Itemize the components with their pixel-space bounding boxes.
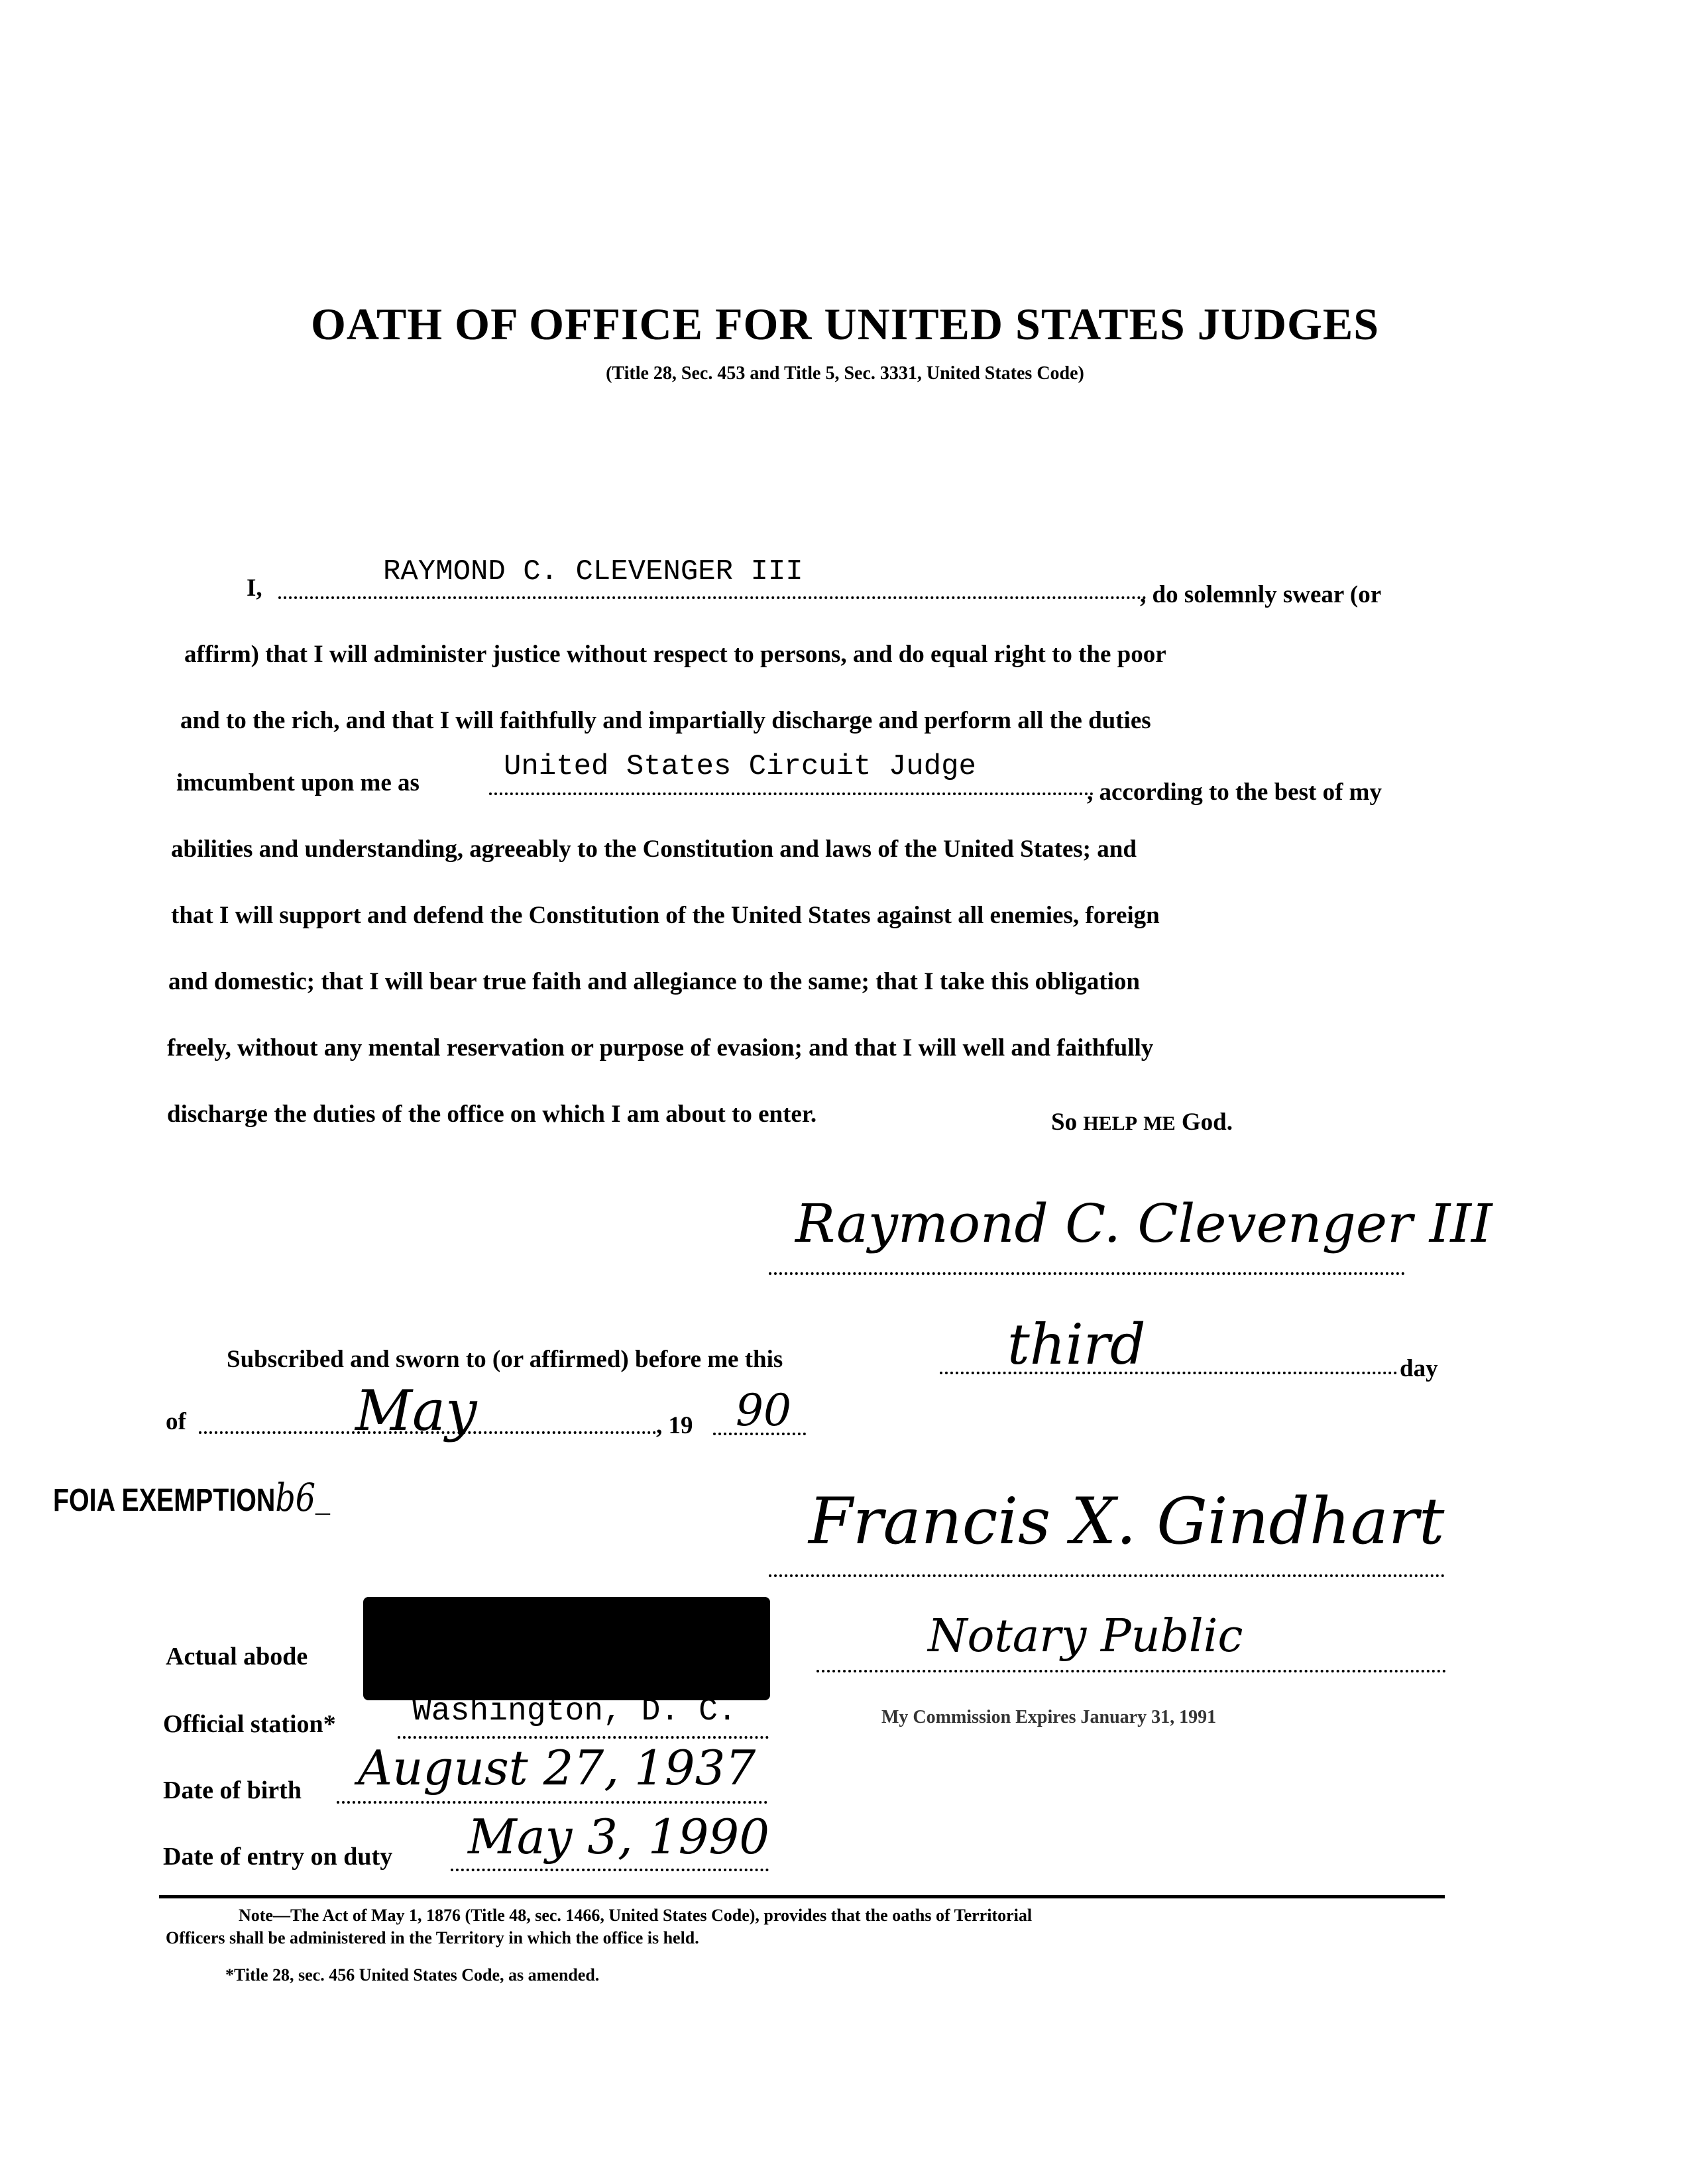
day-label: day	[1400, 1355, 1438, 1382]
footnote: *Title 28, sec. 456 United States Code, as amended.	[225, 1965, 600, 1985]
oath-office: United States Circuit Judge	[504, 750, 976, 783]
name-fill-line	[278, 596, 1147, 599]
foia-exemption-label: FOIA EXEMPTIONb6_	[53, 1475, 330, 1520]
oath-line-8: freely, without any mental reservation or purpose of evasion; and that I will well and faithfully	[167, 1034, 1154, 1062]
oath-line-7: and domestic; that I will bear true faith and allegiance to the same; that I take this obligation	[168, 968, 1140, 995]
oath-line-6: that I will support and defend the Constitution of the United States against all enemies, foreign	[171, 902, 1160, 929]
note-line-1: Note—The Act of May 1, 1876 (Title 48, sec. 1466, United States Code), provides that the oaths of Territorial	[239, 1906, 1033, 1925]
officer-signature-line	[769, 1574, 1445, 1577]
station-label-text: Official station	[163, 1710, 323, 1738]
birth-label: Date of birth	[163, 1776, 302, 1804]
oath-closing	[1051, 1108, 1233, 1136]
oath-name: RAYMOND C. CLEVENGER III	[383, 555, 803, 588]
entry-fill-line	[451, 1869, 769, 1871]
oath-line-4-start: imcumbent upon me as	[176, 769, 420, 796]
footer-rule	[159, 1895, 1445, 1898]
oath-pronoun: I,	[247, 574, 262, 602]
officer-signature: Francis X. Gindhart	[809, 1484, 1445, 1558]
oath-line-2: affirm) that I will administer justice without respect to persons, and do equal right to the poor	[184, 641, 1166, 668]
officer-title: Notary Public	[928, 1610, 1243, 1663]
year-prefix: , 19	[656, 1412, 693, 1439]
subscription-month: May	[355, 1378, 477, 1443]
oath-line-4-end: , according to the best of my	[1087, 779, 1382, 806]
subscription-day: third	[1007, 1312, 1146, 1377]
closing-god: God.	[1181, 1109, 1233, 1136]
entry-label: Date of entry on duty	[163, 1843, 393, 1871]
foia-label-text: FOIA EXEMPTION	[53, 1483, 276, 1518]
foia-code: b6	[275, 1475, 316, 1520]
judge-signature: Raymond C. Clevenger III	[795, 1193, 1493, 1254]
oath-line-3: and to the rich, and that I will faithfully and impartially discharge and perform all the duties	[180, 707, 1151, 734]
oath-line-9: discharge the duties of the office on which I am about to enter.	[167, 1101, 817, 1128]
officer-title-line	[817, 1670, 1446, 1672]
birth-fill-line	[337, 1801, 767, 1804]
page-title: OATH OF OFFICE FOR UNITED STATES JUDGES	[310, 299, 1380, 349]
subscription-year: 90	[736, 1385, 791, 1436]
subscription-intro: Subscribed and sworn to (or affirmed) before me this	[227, 1346, 783, 1373]
birth-value: August 27, 1937	[358, 1740, 756, 1796]
closing-help: HELP	[1083, 1113, 1138, 1134]
abode-label: Actual abode	[166, 1643, 308, 1670]
commission-expiry: My Commission Expires January 31, 1991	[881, 1707, 1217, 1727]
note-line-2: Officers shall be administered in the Territory in which the office is held.	[166, 1928, 699, 1947]
oath-line-5: abilities and understanding, agreeably to the Constitution and laws of the United States; and	[171, 836, 1137, 863]
station-fill-line	[398, 1736, 769, 1739]
station-footnote-marker: *	[323, 1710, 336, 1738]
of-label: of	[166, 1408, 186, 1435]
closing-me: ME	[1143, 1113, 1176, 1134]
judge-signature-line	[769, 1272, 1405, 1275]
closing-so: So	[1051, 1109, 1078, 1136]
office-fill-line	[489, 792, 1094, 795]
statute-citation: (Title 28, Sec. 453 and Title 5, Sec. 3331, United States Code)	[606, 363, 1084, 384]
entry-value: May 3, 1990	[468, 1809, 770, 1865]
redaction-box	[363, 1597, 770, 1700]
oath-line-1-end: , do solemnly swear (or	[1140, 581, 1382, 608]
station-label	[163, 1710, 336, 1739]
station-value: Washington, D. C.	[412, 1694, 737, 1729]
